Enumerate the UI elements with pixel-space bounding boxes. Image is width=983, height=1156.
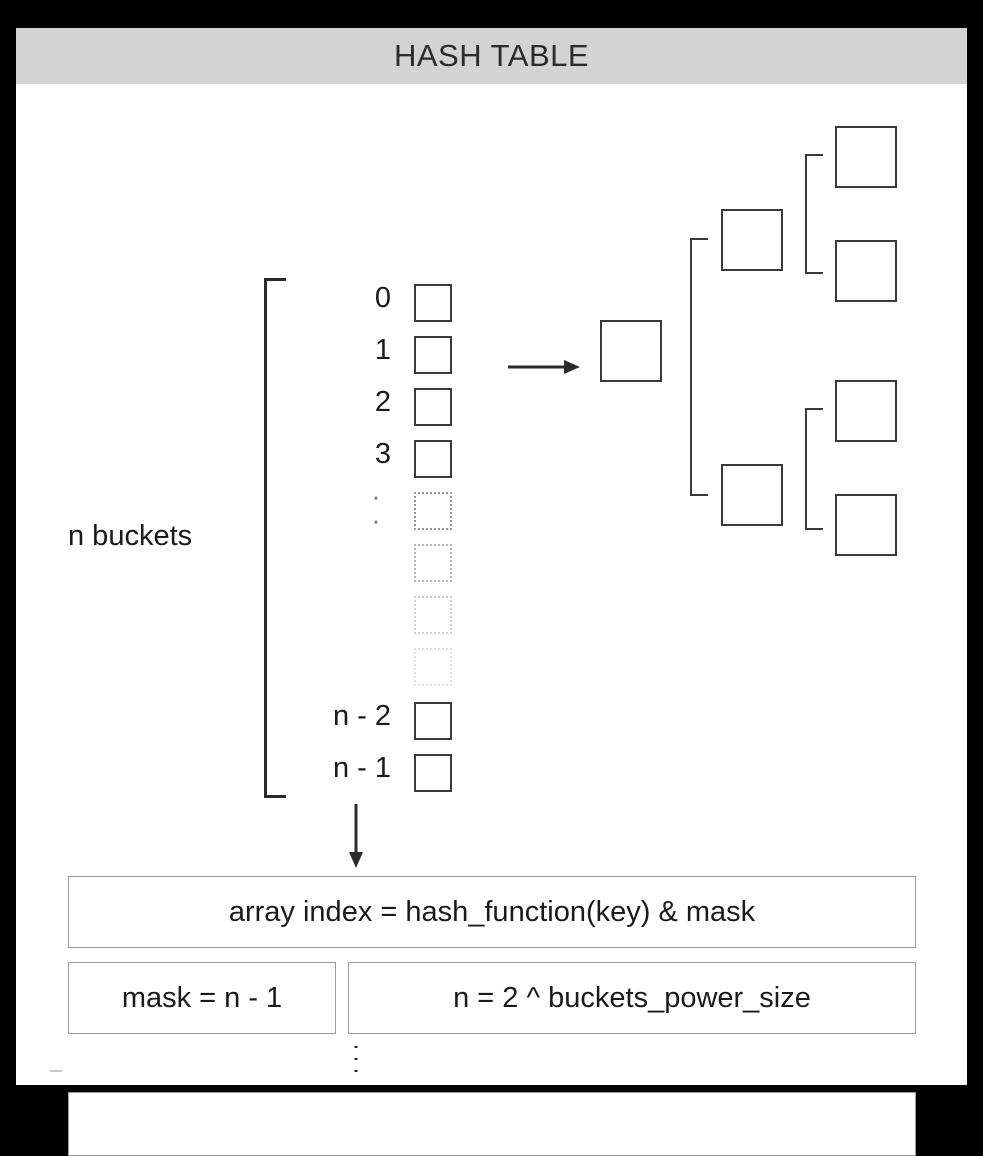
bucket-index-0: 0 bbox=[374, 282, 391, 314]
formula-next-box bbox=[68, 1092, 916, 1156]
formula-array-index-text: array index = hash_function(key) & mask bbox=[228, 895, 756, 928]
bucket-cell-faded-2 bbox=[414, 544, 452, 582]
arrow-right-icon bbox=[508, 357, 580, 377]
bucket-cell-faded-4 bbox=[414, 648, 452, 686]
index-ellipsis-dot-2: · bbox=[371, 505, 381, 535]
bucket-cell-n-2[interactable] bbox=[414, 702, 452, 740]
bucket-index-2: 2 bbox=[374, 386, 391, 418]
bucket-cell-1[interactable] bbox=[414, 336, 452, 374]
array-label: n buckets bbox=[68, 520, 193, 552]
tree-bracket-l2-0 bbox=[805, 154, 823, 274]
diagram-frame bbox=[16, 28, 967, 1085]
tree-bracket-root bbox=[690, 238, 708, 496]
tree-bracket-l2-1 bbox=[805, 408, 823, 530]
formula-mask-text: mask = n - 1 bbox=[121, 981, 283, 1014]
tree-node-l3-0[interactable] bbox=[835, 126, 897, 188]
diagram-canvas bbox=[16, 86, 967, 1085]
tree-node-l3-3[interactable] bbox=[835, 494, 897, 556]
page-title: HASH TABLE bbox=[393, 38, 590, 73]
bucket-cell-faded-1 bbox=[414, 492, 452, 530]
tree-node-root[interactable] bbox=[600, 320, 662, 382]
formula-array-index bbox=[68, 876, 916, 948]
bucket-index-3: 3 bbox=[374, 438, 391, 470]
window-title-bar bbox=[16, 28, 967, 84]
bucket-cell-2[interactable] bbox=[414, 388, 452, 426]
arrow-down-continued-icon bbox=[336, 1046, 376, 1086]
tree-node-l2-1[interactable] bbox=[721, 464, 783, 526]
formula-n bbox=[348, 962, 916, 1034]
tree-node-l3-2[interactable] bbox=[835, 380, 897, 442]
tree-node-l2-0[interactable] bbox=[721, 209, 783, 271]
formula-n-text: n = 2 ^ buckets_power_size bbox=[453, 981, 811, 1014]
bucket-cell-faded-3 bbox=[414, 596, 452, 634]
formula-mask bbox=[68, 962, 336, 1034]
bucket-index-n-1: n - 1 bbox=[332, 752, 391, 784]
divider bbox=[50, 1070, 62, 1072]
bucket-index-n-2: n - 2 bbox=[332, 700, 391, 732]
bucket-index-1: 1 bbox=[374, 334, 391, 366]
bucket-cell-n-1[interactable] bbox=[414, 754, 452, 792]
tree-node-l3-1[interactable] bbox=[835, 240, 897, 302]
arrow-down-icon bbox=[336, 804, 376, 868]
bucket-cell-0[interactable] bbox=[414, 284, 452, 322]
bucket-cell-3[interactable] bbox=[414, 440, 452, 478]
index-ellipsis-dot-1: · bbox=[371, 481, 381, 511]
